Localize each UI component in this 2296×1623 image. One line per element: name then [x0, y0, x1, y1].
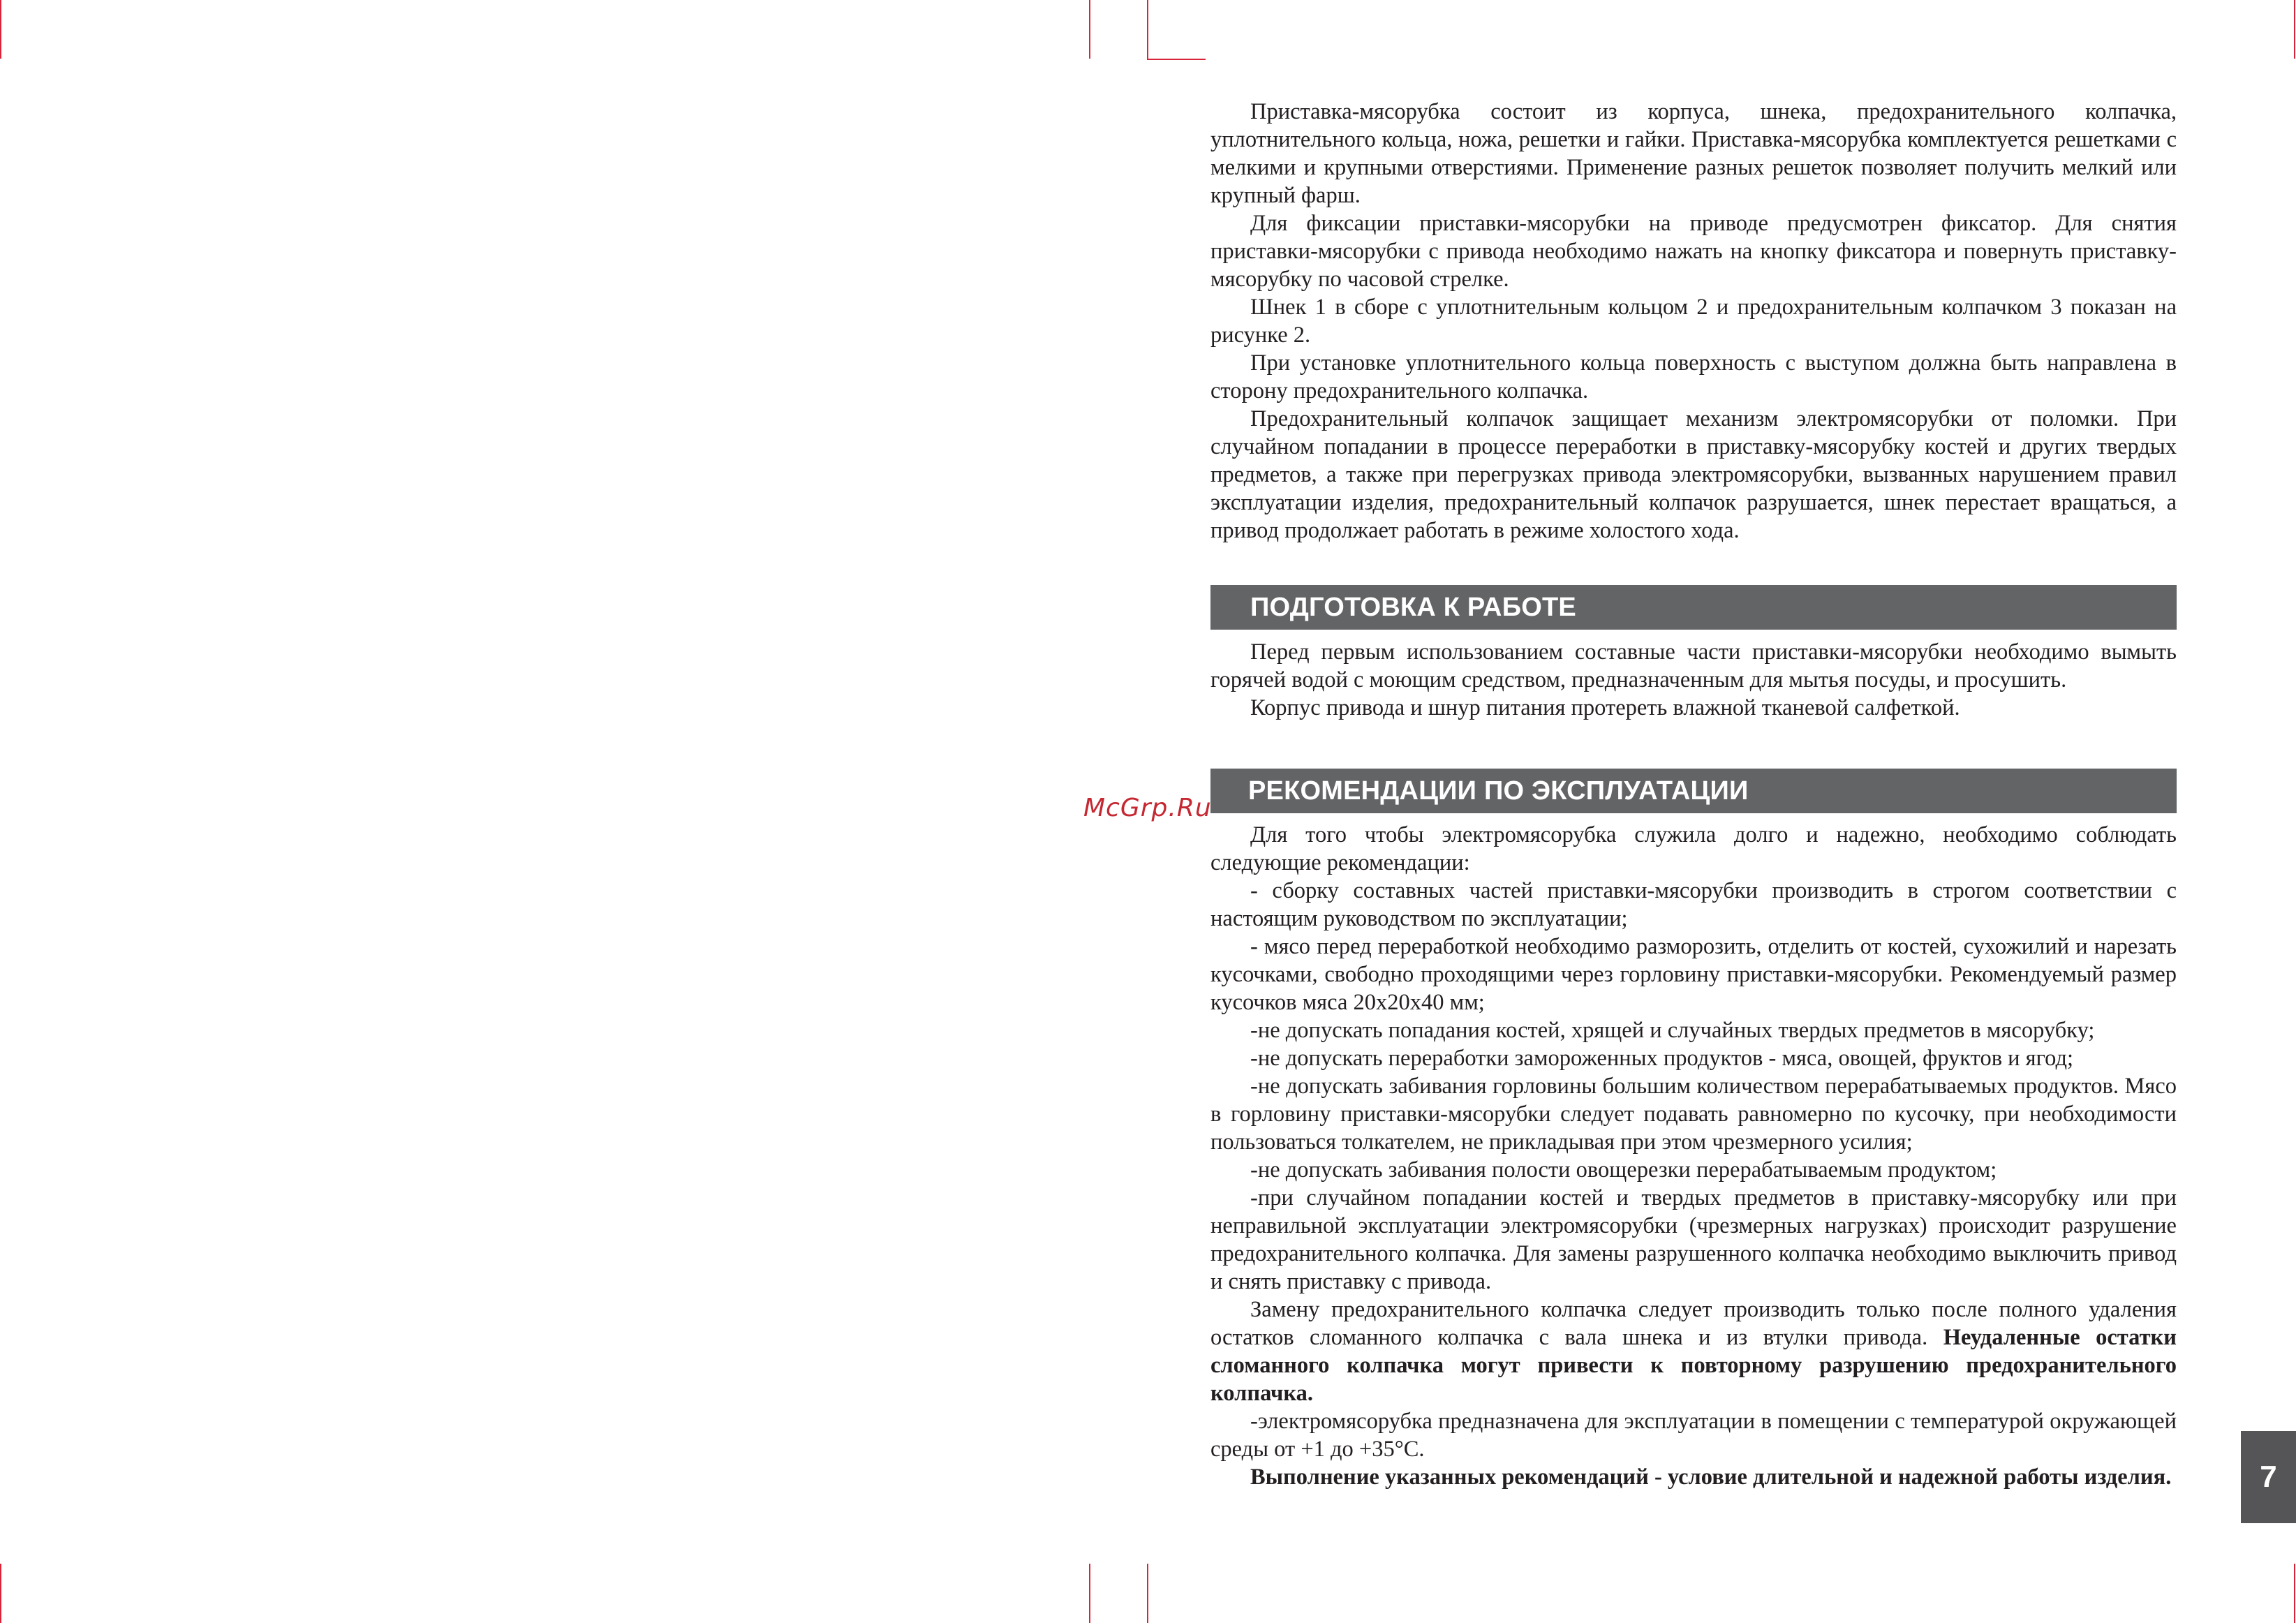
crop-mark-top-center-left [1089, 0, 1090, 59]
cap-replacement-text: Замену предохранительного колпачка следует производить только после полного удаления остатков сломанного колпачка с вала шнека и из втулки привода. [1210, 1297, 2177, 1350]
intro-paragraph: При установке уплотнительного кольца поверхность с выступом должна быть направлена в сторону предохранительного колпачка. [1210, 350, 2177, 403]
recommendation-item: -не допускать переработки замороженных продуктов - мяса, овощей, фруктов и ягод; [1250, 1046, 2074, 1071]
crop-mark-bottom-center [1147, 1564, 1148, 1623]
recommendation-item: -не допускать попадания костей, хрящей и случайных твердых предметов в мясорубку; [1250, 1018, 2095, 1043]
watermark: McGrp.Ru [1083, 794, 1212, 822]
recommendation-item: - сборку составных частей приставки-мясорубки производить в строгом соответствии с настоящим руководством по эксплуатации; [1210, 878, 2177, 931]
preparation-paragraph: Перед первым использованием составные части приставки-мясорубки необходимо вымыть горячей водой с моющим средством, предназначенным для мытья посуды, и просушить. [1210, 639, 2177, 692]
recommendation-item: -не допускать забивания полости овощерезки перерабатываемым продуктом; [1250, 1157, 1997, 1183]
intro-paragraph: Приставка-мясорубка состоит из корпуса, шнека, предохранительного колпачка, уплотнительного кольца, ножа, решетки и гайки. Приставка-мясорубка комплектуется решетками с мелкими и крупными отверстиями. Применение разных решеток позволяет получить мелкий или крупный фарш. [1210, 99, 2177, 208]
crop-mark-bottom-right [2294, 1564, 2295, 1623]
intro-section [1210, 98, 2177, 544]
recommendation-paragraph: Для того чтобы электромясорубка служила долго и надежно, необходимо соблюдать следующие рекомендации: [1210, 822, 2177, 875]
intro-paragraph: Предохранительный колпачок защищает механизм электромясорубки от поломки. При случайном попадании в процессе переработки в приставку-мясорубку костей и других твердых предметов, а также при перегрузках привода электромясорубки, вызванных нарушением правил эксплуатации изделия, предохранительный колпачок разрушается, шнек перестает вращаться, а привод продолжает работать в режиме холостого хода. [1210, 406, 2177, 543]
crop-mark-top-right [2294, 0, 2295, 59]
cap-replacement-warning: Неудаленные остатки сломанного колпачка могут привести к повторному разрушению предохранительного колпачка. [1210, 1325, 2177, 1406]
preparation-section [1210, 638, 2177, 722]
crop-mark-top-left [0, 0, 1, 59]
page-number: 7 [2260, 1460, 2277, 1494]
crop-mark-bottom-center-left [1089, 1564, 1090, 1623]
crop-mark-top-center-h [1147, 59, 1206, 60]
recommendation-conclusion [1210, 1463, 2177, 1491]
preparation-heading: ПОДГОТОВКА К РАБОТЕ [1210, 585, 2177, 630]
intro-paragraph: Шнек 1 в сборе с уплотнительным кольцом 2 и предохранительным колпачком 3 показан на рисунке 2. [1210, 295, 2177, 348]
crop-mark-top-center [1147, 0, 1148, 59]
crop-mark-bottom-left [0, 1564, 1, 1623]
recommendation-item: - мясо перед переработкой необходимо разморозить, отделить от костей, сухожилий и нарезать кусочками, свободно проходящими через горловину приставки-мясорубки. Рекомендуемый размер кусочков мяса 20х20х40 мм; [1210, 934, 2177, 1015]
preparation-paragraph: Корпус привода и шнур питания протереть влажной тканевой салфеткой. [1250, 695, 1960, 720]
recommendation-item: -электромясорубка предназначена для эксплуатации в помещении с температурой окружающей среды от +1 до +35°С. [1210, 1409, 2177, 1462]
recommendation-item: -при случайном попадании костей и твердых предметов в приставку-мясорубку или при неправильной эксплуатации электромясорубки (чрезмерных нагрузках) происходит разрушение предохранительного колпачка. Для замены разрушенного колпачка необходимо выключить привод и снять приставку с привода. [1210, 1185, 2177, 1294]
conclusion-bold-text: Выполнение указанных рекомендаций - условие длительной и надежной работы изделия. [1250, 1465, 2172, 1490]
page-number-tab [2241, 1431, 2296, 1523]
recommendation-item: -не допускать забивания горловины большим количеством перерабатываемых продуктов. Мясо в горловину приставки-мясорубки следует подавать равномерно по кусочку, при необходимости пользоваться толкателем, не прикладывая при этом чрезмерного усилия; [1210, 1074, 2177, 1155]
recommendations-section [1210, 821, 2177, 1491]
intro-paragraph: Для фиксации приставки-мясорубки на приводе предусмотрен фиксатор. Для снятия приставки-мясорубки с привода необходимо нажать на кнопку фиксатора и повернуть приставку-мясорубку по часовой стрелке. [1210, 211, 2177, 292]
recommendations-heading: РЕКОМЕНДАЦИИ ПО ЭКСПЛУАТАЦИИ [1210, 769, 2177, 813]
recommendation-paragraph [1210, 1296, 2177, 1407]
